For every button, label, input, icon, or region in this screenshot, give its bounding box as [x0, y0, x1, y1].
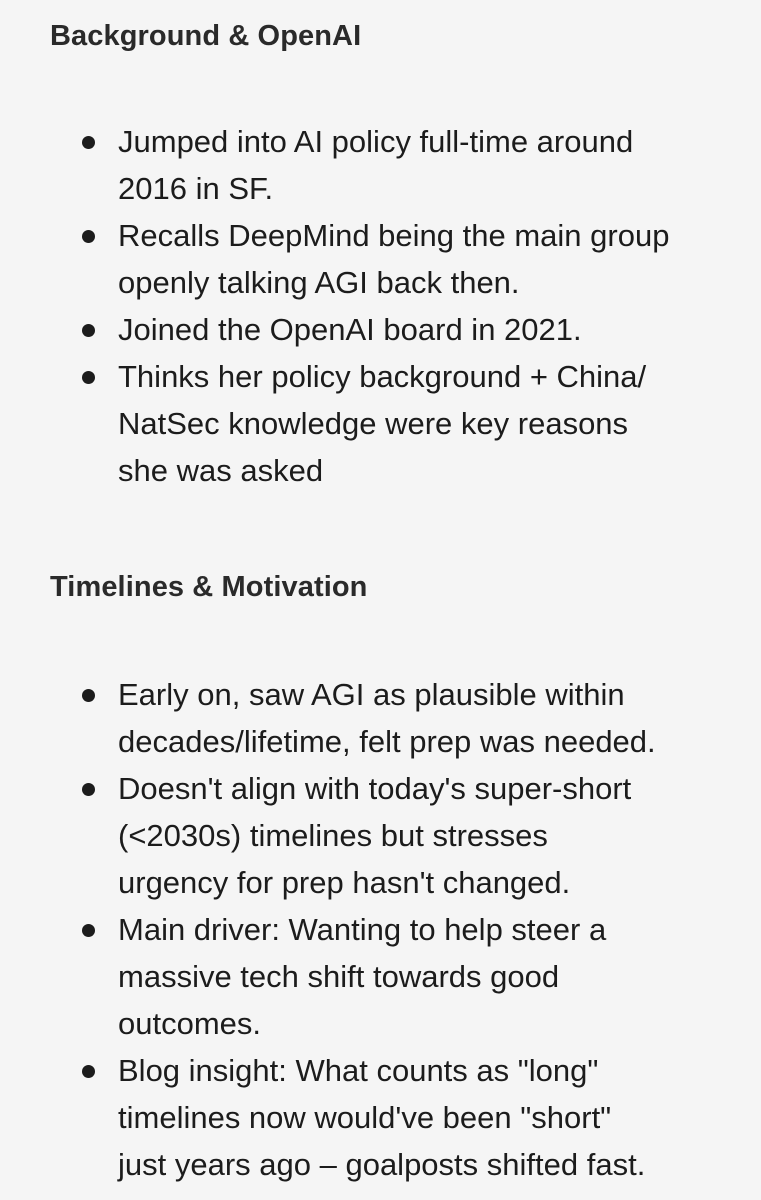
list-item-text: openly talking AGI back then. — [118, 265, 520, 300]
section-heading-background-openai: Background & OpenAI — [50, 20, 362, 52]
list-item-text: Doesn't align with today's super-short — [118, 771, 632, 806]
list-item — [50, 671, 721, 765]
list-item-text: Thinks her policy background + China/ — [118, 359, 647, 394]
bullet-icon — [82, 1065, 95, 1078]
list-item-text: she was asked — [118, 453, 324, 488]
list-item-text: massive tech shift towards good — [118, 959, 560, 994]
list-item-text: Blog insight: What counts as "long" — [118, 1053, 599, 1088]
list-item-text: Jumped into AI policy full-time around — [118, 124, 634, 159]
list-item-text: Main driver: Wanting to help steer a — [118, 912, 607, 947]
list-item — [50, 1047, 721, 1188]
bullet-icon — [82, 324, 95, 337]
list-item-text: 2016 in SF. — [118, 171, 274, 206]
list-item — [50, 306, 721, 353]
list-item-text: Joined the OpenAI board in 2021. — [118, 312, 582, 347]
bullet-list-background — [50, 118, 721, 494]
list-item-text: just years ago – goalposts shifted fast. — [118, 1147, 646, 1182]
list-item-text: Recalls DeepMind being the main group — [118, 218, 670, 253]
list-item — [50, 906, 721, 1047]
list-item — [50, 353, 721, 494]
section-heading-timelines-motivation: Timelines & Motivation — [50, 571, 368, 603]
list-item-text: Early on, saw AGI as plausible within — [118, 677, 625, 712]
bullet-icon — [82, 230, 95, 243]
list-item — [50, 212, 721, 306]
bullet-list-timelines — [50, 671, 721, 1188]
list-item — [50, 765, 721, 906]
list-item-text: urgency for prep hasn't changed. — [118, 865, 571, 900]
bullet-icon — [82, 136, 95, 149]
list-item-text: decades/lifetime, felt prep was needed. — [118, 724, 656, 759]
bullet-icon — [82, 689, 95, 702]
list-item — [50, 118, 721, 212]
list-item-text: outcomes. — [118, 1006, 262, 1041]
list-item-text: NatSec knowledge were key reasons — [118, 406, 629, 441]
bullet-icon — [82, 783, 95, 796]
list-item-text: (<2030s) timelines but stresses — [118, 818, 548, 853]
bullet-icon — [82, 371, 95, 384]
list-item-text: timelines now would've been "short" — [118, 1100, 612, 1135]
bullet-icon — [82, 924, 95, 937]
